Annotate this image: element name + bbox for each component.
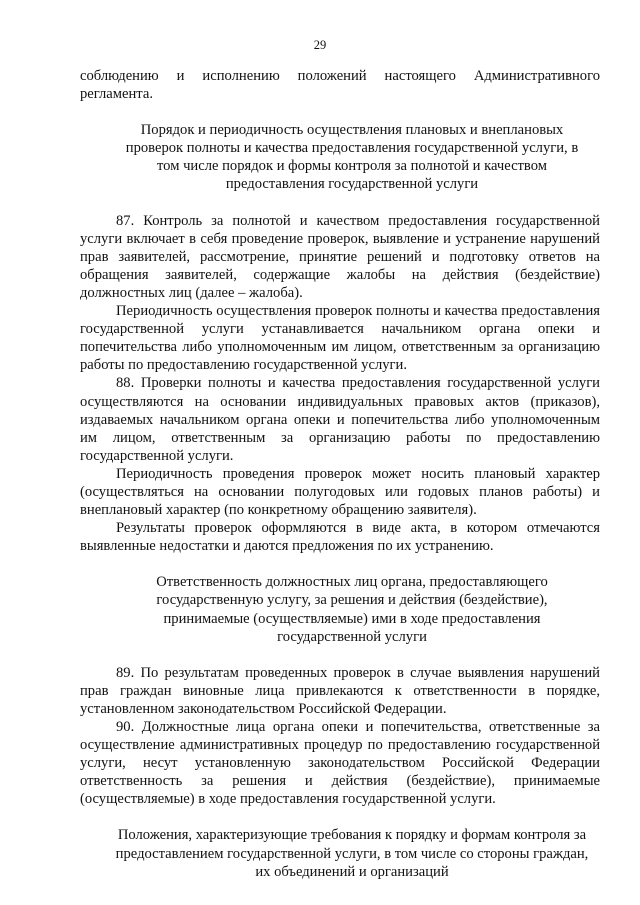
page-content (80, 67, 600, 881)
paragraph-inspection-results: Результаты проверок оформляются в виде акта, в котором отмечаются выявленные недостатки и даются предложения по их устранению. (80, 520, 600, 555)
paragraph-inspection-frequency: Периодичность осуществления проверок полноты и качества предоставления государственной услуги устанавливается начальником органа опеки и попечительства либо уполномоченным им лицом, ответственным за организацию работы по предоставлению государственной услуги. (80, 303, 600, 374)
paragraph-88: 88. Проверки полноты и качества предоставления государственной услуги осуществляются на основании индивидуальных правовых актов (приказов), издаваемых начальником органа опеки и попечительства либо уполномоченным им лицом, ответственным за организацию работы по предоставлению государственной услуги. (80, 375, 600, 464)
paragraph-87: 87. Контроль за полнотой и качеством предоставления государственной услуги включает в себя проведение проверок, выявление и устранение нарушений прав заявителей, рассмотрение, принятие решений и подготовку ответов на обращения заявителей, содержащие жалобы на действия (бездействие) должностных лиц (далее – жалоба). (80, 212, 600, 301)
section-heading-control-requirements: Положения, характеризующие требования к порядку и формам контроля за предоставлением государственной услуги, в том числе со стороны граждан, их объединений и организаций (115, 827, 589, 880)
continuation-paragraph: соблюдению и исполнению положений настоящего Административного регламента. (80, 68, 600, 103)
section-heading-officials-responsibility: Ответственность должностных лиц органа, предоставляющего государственную услугу, за решения и действия (бездействие), принимаемые (осуществляемые) ими в ходе предоставления государственной услуги (156, 574, 548, 645)
section-heading-control-procedure: Порядок и периодичность осуществления плановых и внеплановых проверок полноты и качества предоставления государственной услуги, в том числе порядок и формы контроля за полнотой и качеством предоставления государственной услуги (125, 122, 579, 193)
paragraph-90: 90. Должностные лица органа опеки и попечительства, ответственные за осуществление административных процедур по предоставлению государственной услуги, несут установленную законодательством Российской Федерации ответственность за решения и действия (бездействие), принимаемые (осуществляемые) в ходе предоставления государственной услуги. (80, 719, 600, 808)
page-number: 29 (313, 38, 327, 52)
paragraph-89: 89. По результатам проведенных проверок в случае выявления нарушений прав граждан виновные лица привлекаются к ответственности в порядке, установленном законодательством Российской Федерации. (80, 664, 600, 717)
paragraph-inspection-character: Периодичность проведения проверок может носить плановый характер (осуществляться на основании полугодовых или годовых планов работы) и внеплановый характер (по конкретному обращению заявителя). (80, 465, 600, 519)
